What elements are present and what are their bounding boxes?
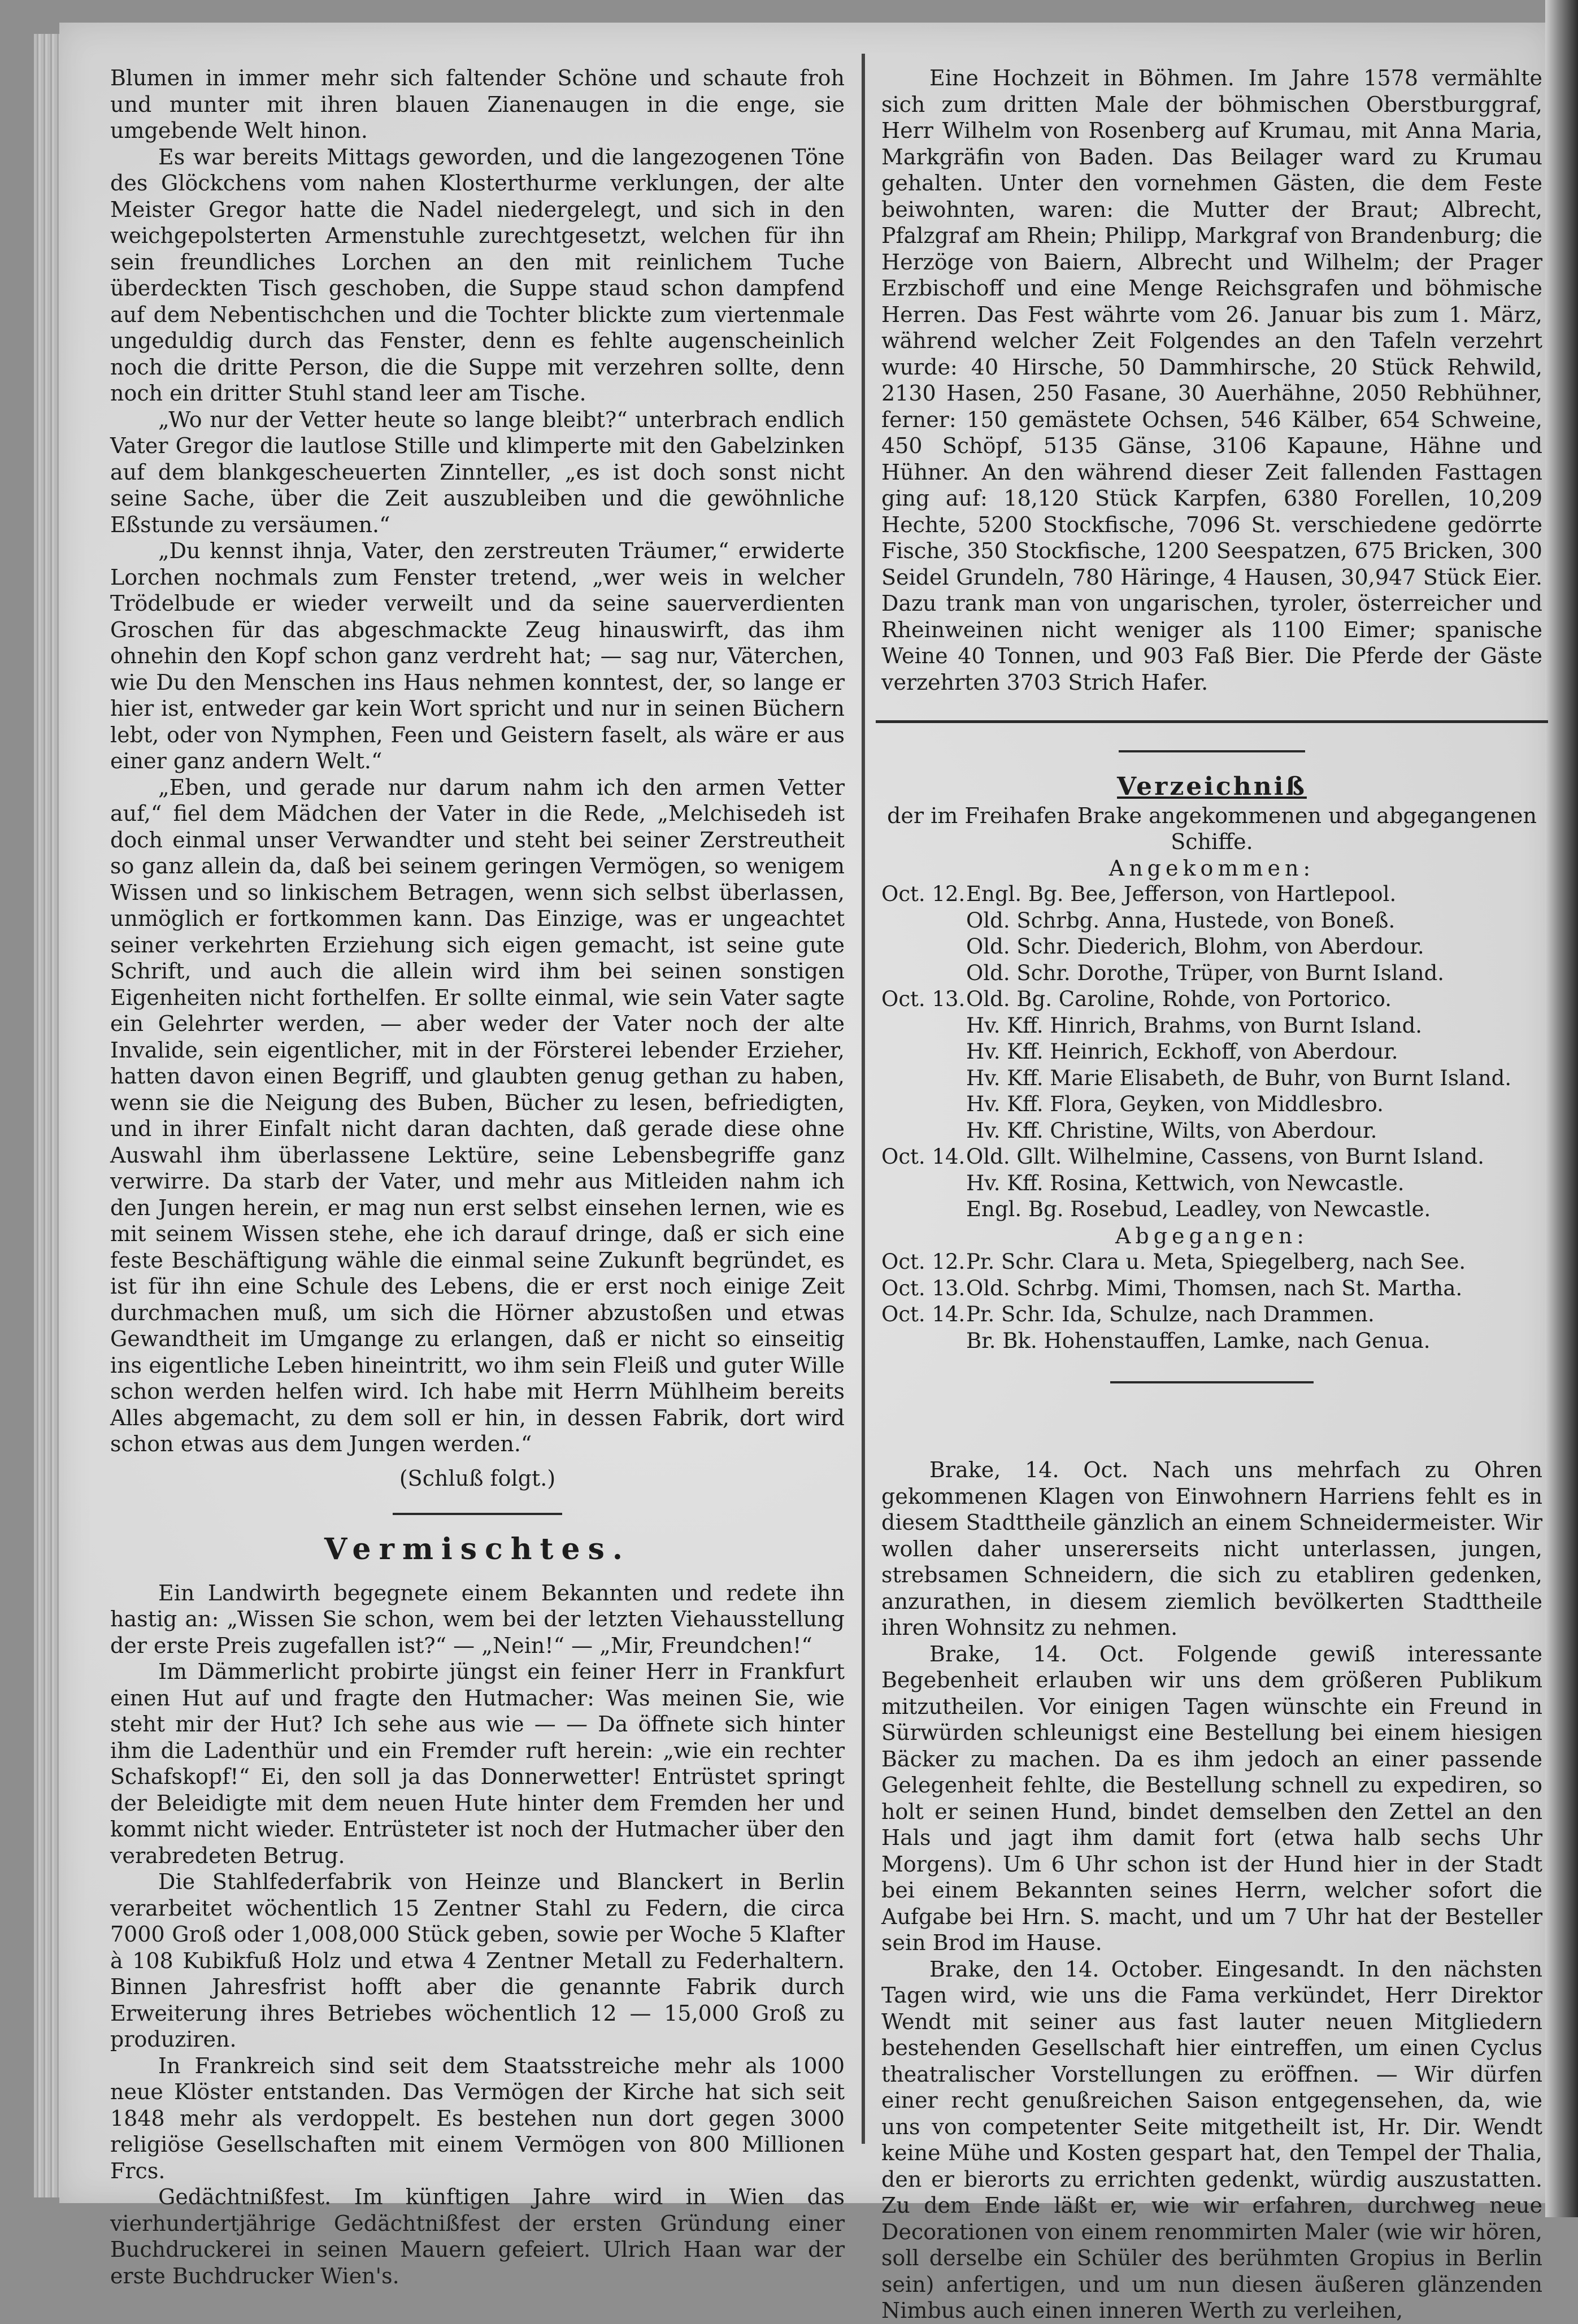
story-paragraph: „Wo nur der Vetter heute so lange bleibt?“ unterbrach endlich Vater Gregor die lautlose Stille und klimperte mit den Gabelzinken auf dem blankgescheuerten Zinnteller, „es ist doch sonst nicht seine Sache, über die Zeit auszubleiben und die gewöhnliche Eßstunde zu versäumen.“ (110, 407, 845, 537)
ship-row: Old. Schr. Dorothe, Trüper, von Burnt Island. (966, 960, 1445, 985)
divider (876, 720, 1548, 723)
right-column (881, 65, 1542, 2324)
misc-item: Ein Landwirth begegnete einem Bekannten und redete ihn hastig an: „Wissen Sie schon, wem bei der letzten Viehausstellung der erste Preis zugefallen ist?“ — „Nein!“ — „Mir, Freundchen!“ (110, 1580, 845, 1658)
register-subtitle: der im Freihafen Brake angekommenen und abgegangenen Schiffe. (887, 803, 1537, 854)
misc-item: Gedächtnißfest. Im künftigen Jahre wird in Wien das vierhundertjährige Gedächtnißfest der ersten Gründung einer Buchdruckerei in seinen Mauern gefeiert. Ulrich Haan war der erste Buchdrucker Wien's. (110, 2184, 845, 2288)
story-paragraph: „Du kennst ihnja, Vater, den zerstreuten Träumer,“ erwiderte Lorchen nochmals zum Fenster tretend, „wer weis in welcher Trödelbude er wieder verweilt und da seine sauerverdienten Groschen für das abgeschmackte Zeug hinauswirft, das ihm ohnehin den Kopf schon ganz verdreht hat; — sag nur, Väterchen, wie Du den Menschen ins Haus nehmen konntest, der, so lange er hier ist, entweder gar kein Wort spricht und nur in seinen Büchern lebt, oder von Nymphen, Feen und Geistern faselt, als wäre er aus einer ganz andern Welt.“ (110, 538, 845, 773)
column-rule (862, 54, 865, 2144)
ship-row: Hv. Kff. Marie Elisabeth, de Buhr, von Burnt Island. (966, 1065, 1512, 1090)
ship-row: Oct. 13. Old. Schrbg. Mimi, Thomsen, nach St. Martha. (881, 1276, 1463, 1300)
departed-list (881, 1249, 1542, 1354)
story-paragraph: Es war bereits Mittags geworden, und die langezogenen Töne des Glöckchens vom nahen Klosterthurme verklungen, der alte Meister Gregor hatte die Nadel niedergelegt, und sich in den weichgepolsterten Armenstuhle zurechtgesetzt, welchen für ihn sein freundliches Lorchen an den mit reinlichem Tuche überdeckten Tisch geschoben, die Suppe staud schon dampfend auf dem Nebentischchen und die Tochter blickte zum viertenmale ungeduldig durch das Fenster, denn es fehlte augenscheinlich noch die dritte Person, die die Suppe mit verzehren sollte, denn noch ein dritter Stuhl stand leer am Tische. (110, 144, 845, 406)
local-news: Brake, 14. Oct. Nach uns mehrfach zu Ohren gekommenen Klagen von Einwohnern Harriens fehlt es in diesem Stadttheile gänzlich an einem Schneidermeister. Wir wollen daher unsererseits nicht unterlassen, jungen, strebsamen Schneidern, die sich zu etabliren gedenken, anzurathen, in diesem ziemlich bevölkerten Stadttheile ihren Wohnsitz zu nehmen. (881, 1457, 1542, 1640)
arrived-list (881, 881, 1542, 1223)
ship-row: Hv. Kff. Rosina, Kettwich, von Newcastle. (966, 1170, 1405, 1195)
ship-row: Oct. 12. Engl. Bg. Bee, Jefferson, von Hartlepool. (881, 882, 1397, 906)
ship-row: Oct. 14. Pr. Schr. Ida, Schulze, nach Drammen. (881, 1302, 1375, 1326)
divider (1119, 750, 1305, 752)
book-spine (1545, 0, 1578, 2217)
section-title: Vermischtes. (324, 1532, 631, 1566)
ship-row: Hv. Kff. Heinrich, Eckhoff, von Aberdour. (966, 1039, 1398, 1064)
divider (393, 1513, 562, 1515)
ship-row: Old. Schr. Diederich, Blohm, von Aberdour. (966, 934, 1424, 959)
ship-row: Hv. Kff. Hinrich, Brahms, von Burnt Island. (966, 1013, 1423, 1038)
divider (1110, 1381, 1314, 1383)
departed-heading: Abgegangen: (1115, 1223, 1309, 1248)
continued-note: (Schluß folgt.) (399, 1465, 556, 1491)
local-news: Brake, 14. Oct. Folgende gewiß interessante Begebenheit erlauben wir uns dem größeren Publikum mitzutheilen. Vor einigen Tagen wünschte ein Freund in Sürwürden schleunigst eine Bestellung bei einem hiesigen Bäcker zu machen. Da es ihm jedoch an einer passende Gelegenheit fehlte, die Bestellung schnell zu expediren, so holt er seinen Hund, bindet demselben den Zettel an den Hals und jagt ihm damit fort (etwa halb sechs Uhr Morgens). Um 6 Uhr schon ist der Hund hier in der Stadt bei einem Bekannten seines Herrn, welcher sofort die Aufgabe bei Hrn. S. macht, und um 7 Uhr hat der Besteller sein Brod im Hause. (881, 1641, 1542, 1955)
misc-item: Im Dämmerlicht probirte jüngst ein feiner Herr in Frankfurt einen Hut auf und fragte den Hutmacher: Was meinen Sie, wie steht mir der Hut? Ich sehe aus wie — — Da öffnete sich hinter ihm die Ladenthür und ein Fremder ruft herein: „wie ein rechter Schafskopf!“ Ei, den soll ja das Donnerwetter! Entrüstet springt der Beleidigte mit dem neuen Hute hinter dem Fremden her und kommt nicht wieder. Entrüsteter ist noch der Hutmacher über den verabredeten Betrug. (110, 1659, 845, 1868)
left-column (110, 65, 845, 2289)
ship-row: Old. Schrbg. Anna, Hustede, von Boneß. (966, 908, 1396, 933)
local-news: Brake, den 14. October. Eingesandt. In den nächsten Tagen wird, wie uns die Fama verkündet, Herr Direktor Wendt mit seiner aus fast lauter neuen Mitgliedern bestehenden Gesellschaft hier eintreffen, um einen Cyclus theatralischer Vorstellungen zu eröffnen. — Wir dürfen einer recht genußreichen Saison entgegensehen, da, wie uns von competenter Seite mitgetheilt ist, Hr. Dir. Wendt keine Mühe und Kosten gespart hat, den Tempel der Thalia, den er bierorts zu errichten gedenkt, würdig auszustatten. Zu dem Ende läßt er, wie wir erfahren, durchweg neue Decorationen von einem renommirten Maler (wie wir hören, soll derselbe ein Schüler des berühmten Gropius in Berlin sein) anfertigen, und um nun diesen äußeren glänzenden Nimbus auch einen inneren Werth zu verleihen, (881, 1956, 1542, 2323)
ship-row: Oct. 13. Old. Bg. Caroline, Rohde, von Portorico. (881, 987, 1392, 1011)
ship-row: Oct. 14. Old. Gllt. Wilhelmine, Cassens, von Burnt Island. (881, 1144, 1485, 1169)
ship-row: Engl. Bg. Rosebud, Leadley, von Newcastle. (966, 1197, 1431, 1221)
ship-row: Hv. Kff. Christine, Wilts, von Aberdour. (966, 1118, 1377, 1143)
story-paragraph: „Eben, und gerade nur darum nahm ich den armen Vetter auf,“ fiel dem Mädchen der Vater in die Rede, „Melchisedeh ist doch einmal unser Verwandter und steht bei seiner Zerstreutheit so ganz allein da, daß bei seinem geringen Vermögen, so wenigem Wissen und so linkischem Betragen, wenn sich selbst überlassen, unmöglich er fortkommen kann. Das Einzige, was er ungeachtet seiner verkehrten Erziehung sich eigen gemacht, ist seine gute Schrift, und auch die allein wird ihm bei seinen sonstigen Eigenheiten nicht forthelfen. Er sollte einmal, wie sein Vater sagte ein Gelehrter werden, — aber weder der Vater noch der alte Invalide, sein eigentlicher, mit in der Försterei lebender Erzieher, hatten davon einen Begriff, und glaubten genug gethan zu haben, wenn sie die Neigung des Buben, Bücher zu lesen, befriedigten, und in ihrer Einfalt nicht daran dachten, daß gerade diese ohne Auswahl ihm überlassene Lektüre, seine Lebensbegriffe ganz verwirre. Da starb der Vater, und mehr aus Mitleiden nahm ich den Jungen herein, er mag nun erst selbst einsehen lernen, wie es mit seinem Wissen stehe, ehe ich darauf dringe, daß er sich eine feste Beschäftigung wähle die einmal seine Zukunft begründet, es ist für ihn eine Schule des Lebens, die er erst noch einige Zeit durchmachen muß, um sich die Hörner abzustoßen und etwas Gewandtheit im Umgange zu erlangen, daß er nicht so einseitig ins eigentliche Leben hineintritt, wo ihm sein Fleiß und guter Wille schon werden helfen wird. Ich habe mit Herrn Mühlheim bereits Alles abgemacht, zu dem soll er hin, in dessen Fabrik, dort wird schon etwas aus dem Jungen werden.“ (110, 774, 845, 1456)
wedding-article: Eine Hochzeit in Böhmen. Im Jahre 1578 vermählte sich zum dritten Male der böhmischen Oberstburggraf, Herr Wilhelm von Rosenberg auf Krumau, mit Anna Maria, Markgräfin von Baden. Das Beilager ward zu Krumau gehalten. Unter den vornehmen Gästen, die dem Feste beiwohnten, waren: die Mutter der Braut; Albrecht, Pfalzgraf am Rhein; Philipp, Markgraf von Brandenburg; die Herzöge von Baiern, Albrecht und Wilhelm; der Prager Erzbischoff und eine Menge Reichsgrafen und böhmische Herren. Das Fest währte vom 26. Januar bis zum 1. März, während welcher Zeit Folgendes an den Tafeln verzehrt wurde: 40 Hirsche, 50 Dammhirsche, 20 Stück Rehwild, 2130 Hasen, 250 Fasane, 30 Auerhähne, 2050 Rebhühner, ferner: 150 gemästete Ochsen, 546 Kälber, 654 Schweine, 450 Schöpf, 5135 Gänse, 3106 Kapaune, Hähne und Hühner. An den während dieser Zeit fallenden Fasttagen ging auf: 18,120 Stück Karpfen, 6380 Forellen, 10,209 Hechte, 5200 Stockfische, 7096 St. verschiedene gedörrte Fische, 350 Stockfische, 1200 Seespatzen, 675 Bricken, 300 Seidel Grundeln, 780 Häringe, 4 Hausen, 30,947 Stück Eier. Dazu trank man von ungarischen, tyroler, österreicher und Rheinweinen nicht weniger als 1100 Eimer; spanische Weine 40 Tonnen, und 903 Faß Bier. Die Pferde der Gäste verzehrten 3703 Strich Hafer. (881, 66, 1542, 695)
story-paragraph: Blumen in immer mehr sich faltender Schöne und schaute froh und munter mit ihren blauen Zianenaugen in die enge, sie umgebende Welt hinon. (110, 66, 845, 143)
register-title: Verzeichniß (1117, 772, 1307, 801)
misc-item: In Frankreich sind seit dem Staatsstreiche mehr als 1000 neue Klöster entstanden. Das Vermögen der Kirche hat sich seit 1848 mehr als verdoppelt. Es bestehen nun dort gegen 3000 religiöse Gesellschaften mit einem Vermögen von 800 Millionen Frcs. (110, 2053, 845, 2183)
misc-item: Die Stahlfederfabrik von Heinze und Blanckert in Berlin verarbeitet wöchentlich 15 Zentner Stahl zu Federn, die circa 7000 Groß oder 1,008,000 Stück geben, sowie per Woche 5 Klafter à 108 Kubikfuß Holz und etwa 4 Zentner Metall zu Federhaltern. Binnen Jahresfrist hofft aber die genannte Fabrik durch Erweiterung ihres Betriebes wöchentlich 12 — 15,000 Groß zu produziren. (110, 1869, 845, 2052)
ship-row: Oct. 12. Pr. Schr. Clara u. Meta, Spiegelberg, nach See. (881, 1250, 1466, 1274)
arrived-heading: Angekommen: (1108, 855, 1315, 881)
ship-row: Hv. Kff. Flora, Geyken, von Middlesbro. (966, 1092, 1384, 1116)
ship-row: Br. Bk. Hohenstauffen, Lamke, nach Genua. (966, 1328, 1431, 1353)
